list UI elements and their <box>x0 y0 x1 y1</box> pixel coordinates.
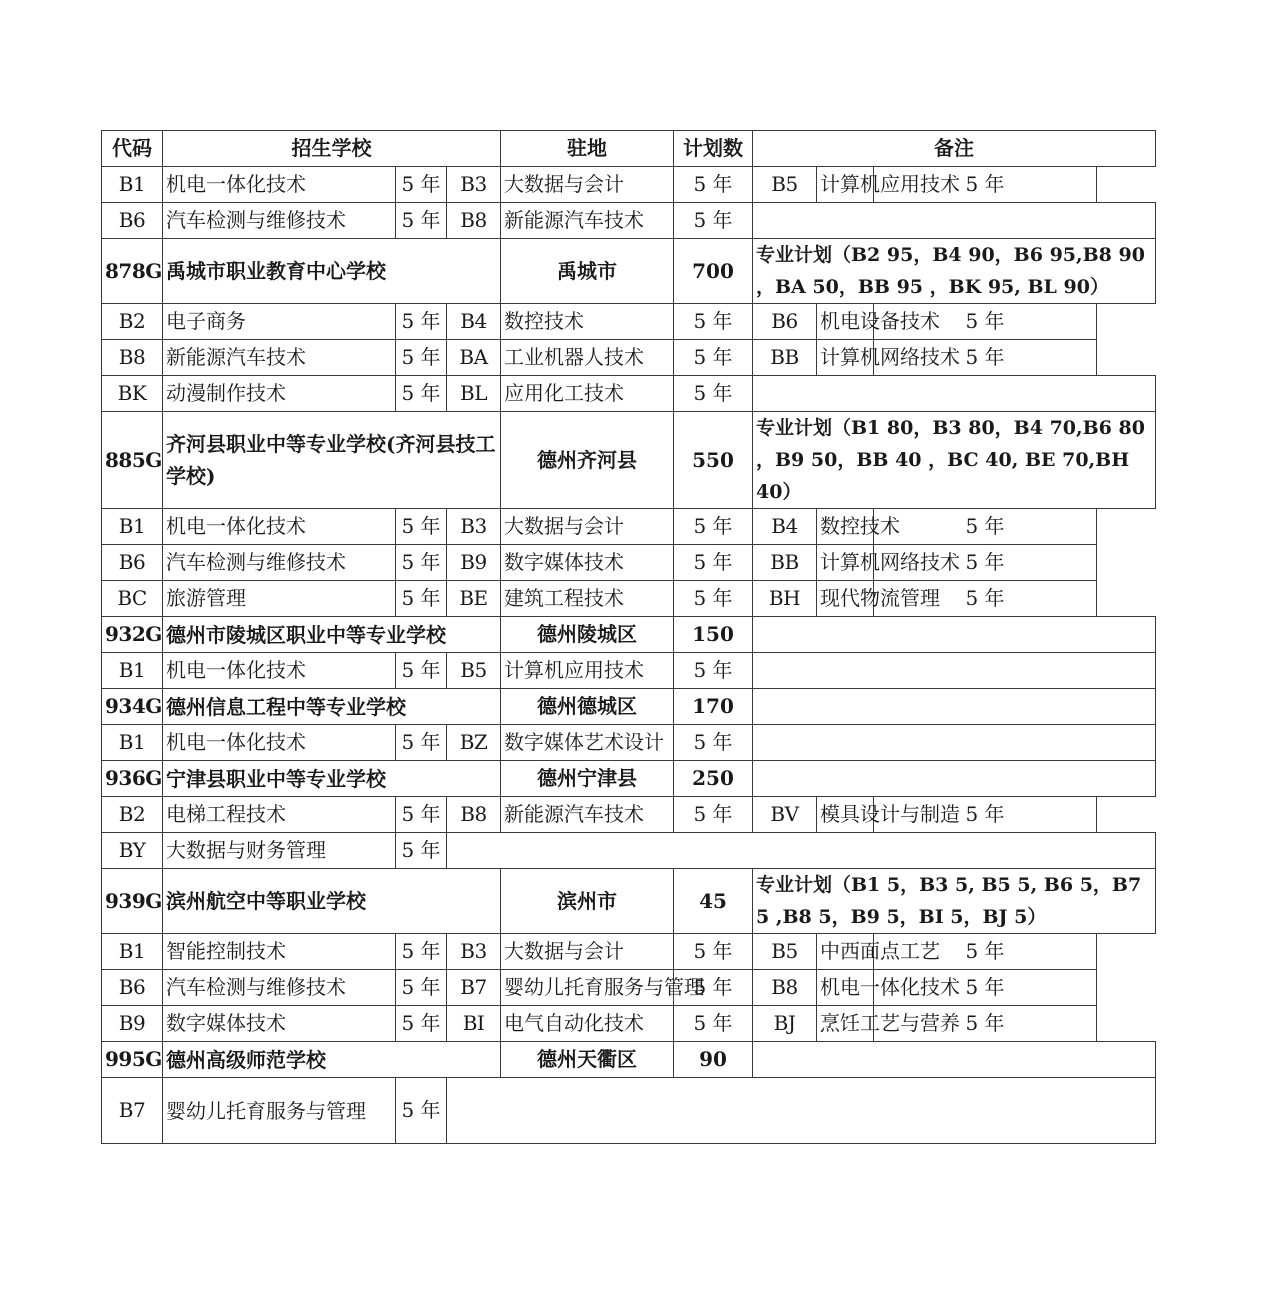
majors-row <box>102 304 1156 340</box>
table-body <box>102 131 1156 1144</box>
school-location: 德州德城区 <box>501 689 674 725</box>
school-row <box>102 761 1156 797</box>
school-location: 德州陵城区 <box>501 617 674 653</box>
major-duration: 5 年 <box>874 340 1097 376</box>
major-name: 大数据与会计 <box>501 934 674 970</box>
major-name: 机电一体化技术 <box>163 167 396 203</box>
school-location: 禹城市 <box>501 239 674 304</box>
majors-row <box>102 833 1156 869</box>
major-duration: 5 年 <box>396 970 447 1006</box>
major-code: B1 <box>102 167 163 203</box>
major-code: BL <box>447 376 501 412</box>
school-name: 滨州航空中等职业学校 <box>163 869 501 934</box>
major-code: BB <box>753 545 817 581</box>
header-row <box>102 131 1156 167</box>
major-name: 动漫制作技术 <box>163 376 396 412</box>
major-name: 新能源汽车技术 <box>163 340 396 376</box>
major-duration: 5 年 <box>674 167 753 203</box>
major-duration: 5 年 <box>674 340 753 376</box>
major-name: 旅游管理 <box>163 581 396 617</box>
majors-row <box>102 1006 1156 1042</box>
major-name: 数控技术 <box>817 509 874 545</box>
school-code: 934G <box>102 689 163 725</box>
school-plan: 150 <box>674 617 753 653</box>
school-name: 德州市陵城区职业中等专业学校 <box>163 617 501 653</box>
enrollment-sheet <box>101 130 1155 1144</box>
school-row <box>102 869 1156 934</box>
major-code: BV <box>753 797 817 833</box>
major-duration: 5 年 <box>674 970 753 1006</box>
major-name: 婴幼儿托育服务与管理 <box>501 970 674 1006</box>
major-code: B8 <box>753 970 817 1006</box>
major-name: 大数据与会计 <box>501 509 674 545</box>
major-name: 计算机应用技术 <box>817 167 874 203</box>
majors-row <box>102 934 1156 970</box>
major-name: 婴幼儿托育服务与管理 <box>163 1078 396 1144</box>
school-plan: 700 <box>674 239 753 304</box>
major-duration: 5 年 <box>674 653 753 689</box>
major-duration: 5 年 <box>674 797 753 833</box>
major-code: B2 <box>102 797 163 833</box>
major-code: B3 <box>447 167 501 203</box>
major-name: 计算机应用技术 <box>501 653 674 689</box>
school-plan: 45 <box>674 869 753 934</box>
major-duration: 5 年 <box>396 167 447 203</box>
major-code: B8 <box>102 340 163 376</box>
major-name: 应用化工技术 <box>501 376 674 412</box>
empty-cell <box>447 1078 1156 1144</box>
major-code: BC <box>102 581 163 617</box>
major-duration: 5 年 <box>674 376 753 412</box>
major-code: BB <box>753 340 817 376</box>
major-duration: 5 年 <box>674 304 753 340</box>
empty-cell <box>753 725 1156 761</box>
major-code: B7 <box>102 1078 163 1144</box>
school-code: 995G <box>102 1042 163 1078</box>
header-location: 驻地 <box>501 131 674 167</box>
major-name: 现代物流管理 <box>817 581 874 617</box>
major-duration: 5 年 <box>874 509 1097 545</box>
major-name: 电梯工程技术 <box>163 797 396 833</box>
empty-cell <box>753 653 1156 689</box>
school-note: 专业计划（B1 5，B3 5, B5 5, B6 5，B7 5 ,B8 5，B9 5，BI 5，BJ 5） <box>753 869 1156 934</box>
major-code: B6 <box>102 203 163 239</box>
major-code: B6 <box>102 970 163 1006</box>
major-code: B3 <box>447 934 501 970</box>
major-code: B5 <box>753 167 817 203</box>
school-plan: 90 <box>674 1042 753 1078</box>
major-name: 汽车检测与维修技术 <box>163 203 396 239</box>
major-code: B6 <box>102 545 163 581</box>
major-code: BY <box>102 833 163 869</box>
major-duration: 5 年 <box>396 725 447 761</box>
major-duration: 5 年 <box>396 340 447 376</box>
school-note <box>753 761 1156 797</box>
major-duration: 5 年 <box>396 1006 447 1042</box>
majors-row <box>102 797 1156 833</box>
major-code: B5 <box>447 653 501 689</box>
school-note: 专业计划（B1 80，B3 80，B4 70,B6 80 ，B9 50，BB 40 ，BC 40, BE 70,BH 40） <box>753 412 1156 509</box>
majors-row <box>102 509 1156 545</box>
school-row <box>102 239 1156 304</box>
school-code: 932G <box>102 617 163 653</box>
school-name: 宁津县职业中等专业学校 <box>163 761 501 797</box>
major-duration: 5 年 <box>396 203 447 239</box>
school-name: 齐河县职业中等专业学校(齐河县技工学校) <box>163 412 501 509</box>
major-name: 大数据与财务管理 <box>163 833 396 869</box>
major-name: 汽车检测与维修技术 <box>163 545 396 581</box>
school-note <box>753 617 1156 653</box>
majors-row <box>102 545 1156 581</box>
school-name: 德州高级师范学校 <box>163 1042 501 1078</box>
major-name: 数控技术 <box>501 304 674 340</box>
major-code: B4 <box>447 304 501 340</box>
school-location: 滨州市 <box>501 869 674 934</box>
empty-cell <box>447 833 1156 869</box>
school-location: 德州宁津县 <box>501 761 674 797</box>
majors-row <box>102 203 1156 239</box>
majors-row <box>102 167 1156 203</box>
school-name: 禹城市职业教育中心学校 <box>163 239 501 304</box>
major-name: 工业机器人技术 <box>501 340 674 376</box>
major-name: 计算机网络技术 <box>817 545 874 581</box>
major-duration: 5 年 <box>396 1078 447 1144</box>
major-code: B6 <box>753 304 817 340</box>
major-name: 新能源汽车技术 <box>501 797 674 833</box>
major-code: B9 <box>102 1006 163 1042</box>
major-code: B3 <box>447 509 501 545</box>
major-name: 汽车检测与维修技术 <box>163 970 396 1006</box>
header-plan: 计划数 <box>674 131 753 167</box>
major-code: B4 <box>753 509 817 545</box>
school-location: 德州天衢区 <box>501 1042 674 1078</box>
major-duration: 5 年 <box>674 1006 753 1042</box>
major-duration: 5 年 <box>874 545 1097 581</box>
major-code: B1 <box>102 725 163 761</box>
school-code: 936G <box>102 761 163 797</box>
major-name: 智能控制技术 <box>163 934 396 970</box>
major-duration: 5 年 <box>396 653 447 689</box>
school-row <box>102 689 1156 725</box>
major-name: 机电一体化技术 <box>163 725 396 761</box>
major-name: 烹饪工艺与营养 <box>817 1006 874 1042</box>
school-note <box>753 1042 1156 1078</box>
major-name: 机电一体化技术 <box>817 970 874 1006</box>
major-duration: 5 年 <box>396 934 447 970</box>
major-name: 中西面点工艺 <box>817 934 874 970</box>
school-row <box>102 412 1156 509</box>
majors-row <box>102 653 1156 689</box>
school-location: 德州齐河县 <box>501 412 674 509</box>
major-code: B7 <box>447 970 501 1006</box>
major-code: B1 <box>102 509 163 545</box>
header-remarks: 备注 <box>753 131 1156 167</box>
major-code: BK <box>102 376 163 412</box>
enrollment-table <box>101 130 1156 1144</box>
major-code: B9 <box>447 545 501 581</box>
major-code: B8 <box>447 203 501 239</box>
empty-cell <box>753 203 1156 239</box>
major-code: BH <box>753 581 817 617</box>
major-name: 机电设备技术 <box>817 304 874 340</box>
majors-row <box>102 1078 1156 1144</box>
major-name: 机电一体化技术 <box>163 653 396 689</box>
school-plan: 550 <box>674 412 753 509</box>
major-name: 计算机网络技术 <box>817 340 874 376</box>
major-name: 电子商务 <box>163 304 396 340</box>
school-code: 885G <box>102 412 163 509</box>
major-name: 新能源汽车技术 <box>501 203 674 239</box>
major-duration: 5 年 <box>874 304 1097 340</box>
school-row <box>102 1042 1156 1078</box>
major-duration: 5 年 <box>396 376 447 412</box>
school-note: 专业计划（B2 95，B4 90，B6 95,B8 90 ，BA 50，BB 95 ，BK 95, BL 90） <box>753 239 1156 304</box>
major-duration: 5 年 <box>396 833 447 869</box>
major-duration: 5 年 <box>674 509 753 545</box>
major-duration: 5 年 <box>674 203 753 239</box>
school-code: 939G <box>102 869 163 934</box>
major-duration: 5 年 <box>674 934 753 970</box>
school-name: 德州信息工程中等专业学校 <box>163 689 501 725</box>
major-duration: 5 年 <box>674 581 753 617</box>
header-school: 招生学校 <box>163 131 501 167</box>
major-code: BI <box>447 1006 501 1042</box>
school-row <box>102 617 1156 653</box>
major-name: 数字媒体艺术设计 <box>501 725 674 761</box>
major-code: B2 <box>102 304 163 340</box>
major-duration: 5 年 <box>874 167 1097 203</box>
major-name: 数字媒体技术 <box>501 545 674 581</box>
major-code: BA <box>447 340 501 376</box>
major-duration: 5 年 <box>396 545 447 581</box>
major-code: BJ <box>753 1006 817 1042</box>
major-duration: 5 年 <box>874 934 1097 970</box>
major-code: B1 <box>102 934 163 970</box>
major-code: B8 <box>447 797 501 833</box>
major-duration: 5 年 <box>396 797 447 833</box>
majors-row <box>102 725 1156 761</box>
majors-row <box>102 581 1156 617</box>
major-duration: 5 年 <box>874 581 1097 617</box>
empty-cell <box>753 376 1156 412</box>
major-code: B1 <box>102 653 163 689</box>
major-duration: 5 年 <box>874 1006 1097 1042</box>
school-plan: 170 <box>674 689 753 725</box>
major-name: 数字媒体技术 <box>163 1006 396 1042</box>
major-name: 电气自动化技术 <box>501 1006 674 1042</box>
major-code: BZ <box>447 725 501 761</box>
major-code: BE <box>447 581 501 617</box>
major-name: 大数据与会计 <box>501 167 674 203</box>
school-code: 878G <box>102 239 163 304</box>
major-code: B5 <box>753 934 817 970</box>
major-duration: 5 年 <box>674 545 753 581</box>
major-name: 模具设计与制造 <box>817 797 874 833</box>
header-code: 代码 <box>102 131 163 167</box>
school-plan: 250 <box>674 761 753 797</box>
majors-row <box>102 970 1156 1006</box>
major-duration: 5 年 <box>396 509 447 545</box>
major-duration: 5 年 <box>674 725 753 761</box>
major-name: 机电一体化技术 <box>163 509 396 545</box>
school-note <box>753 689 1156 725</box>
majors-row <box>102 376 1156 412</box>
major-duration: 5 年 <box>396 581 447 617</box>
major-duration: 5 年 <box>874 970 1097 1006</box>
major-duration: 5 年 <box>396 304 447 340</box>
major-duration: 5 年 <box>874 797 1097 833</box>
majors-row <box>102 340 1156 376</box>
major-name: 建筑工程技术 <box>501 581 674 617</box>
